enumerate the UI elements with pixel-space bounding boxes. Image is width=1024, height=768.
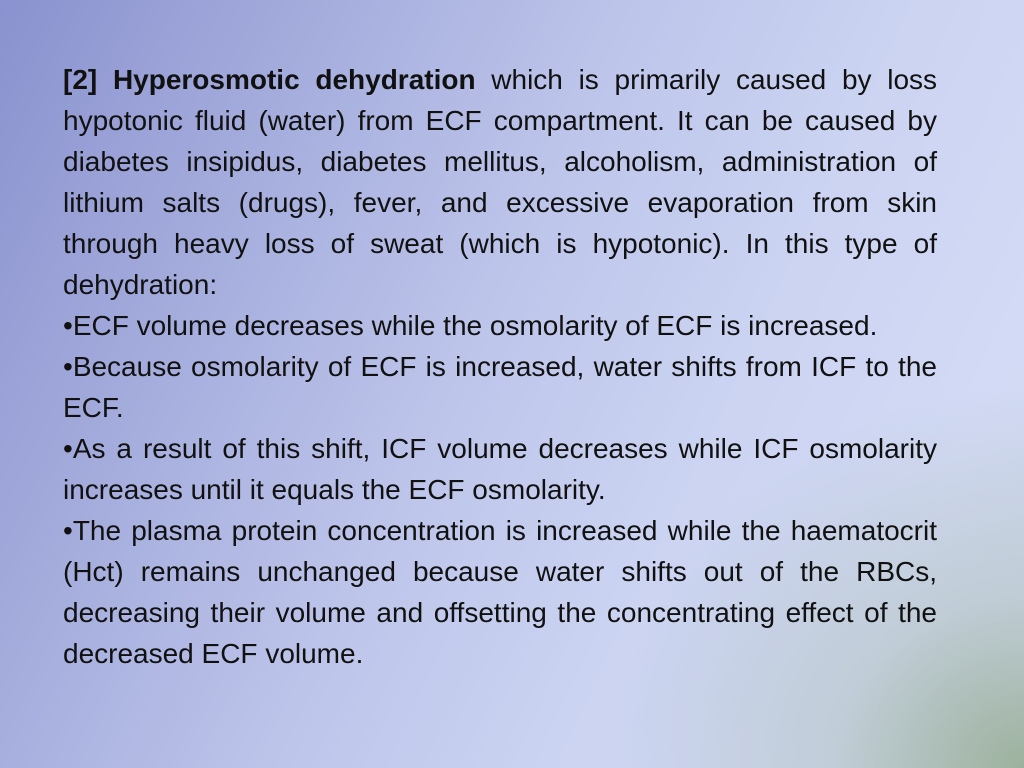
intro-text: which is primarily caused by loss hypotonic fluid (water) from ECF compartment. It can be caused by diabetes insipidus, diabetes mellitus, alcoholism, administration of lithium salts (drugs), fever, and excessive evaporation from skin through heavy loss of sweat (which is hypotonic). In this type of dehydration: (63, 64, 938, 300)
bullet-icon: • (63, 351, 73, 382)
bullet-item-1 (63, 305, 937, 346)
intro-prefix: [2] (63, 64, 98, 95)
bullet-item-2 (63, 346, 937, 428)
intro-paragraph (63, 59, 937, 305)
bullet-item-4 (63, 510, 937, 674)
bullet-item-3 (63, 428, 937, 510)
bullet-text: The plasma protein concentration is increased while the haematocrit (Hct) remains unchanged because water shifts out of the RBCs, decreasing their volume and offsetting the concentrating effect of the decreased ECF volume. (63, 515, 937, 669)
bullet-text: Because osmolarity of ECF is increased, water shifts from ICF to the ECF. (63, 351, 937, 423)
bullet-icon: • (63, 310, 73, 341)
bullet-icon: • (63, 433, 73, 464)
bullet-text: ECF volume decreases while the osmolarity of ECF is increased. (72, 310, 878, 341)
slide-body (63, 59, 937, 674)
bullet-icon: • (63, 515, 73, 546)
bullet-text: As a result of this shift, ICF volume decreases while ICF osmolarity increases until it equals the ECF osmolarity. (63, 433, 937, 505)
section-heading: Hyperosmotic dehydration (112, 64, 476, 95)
